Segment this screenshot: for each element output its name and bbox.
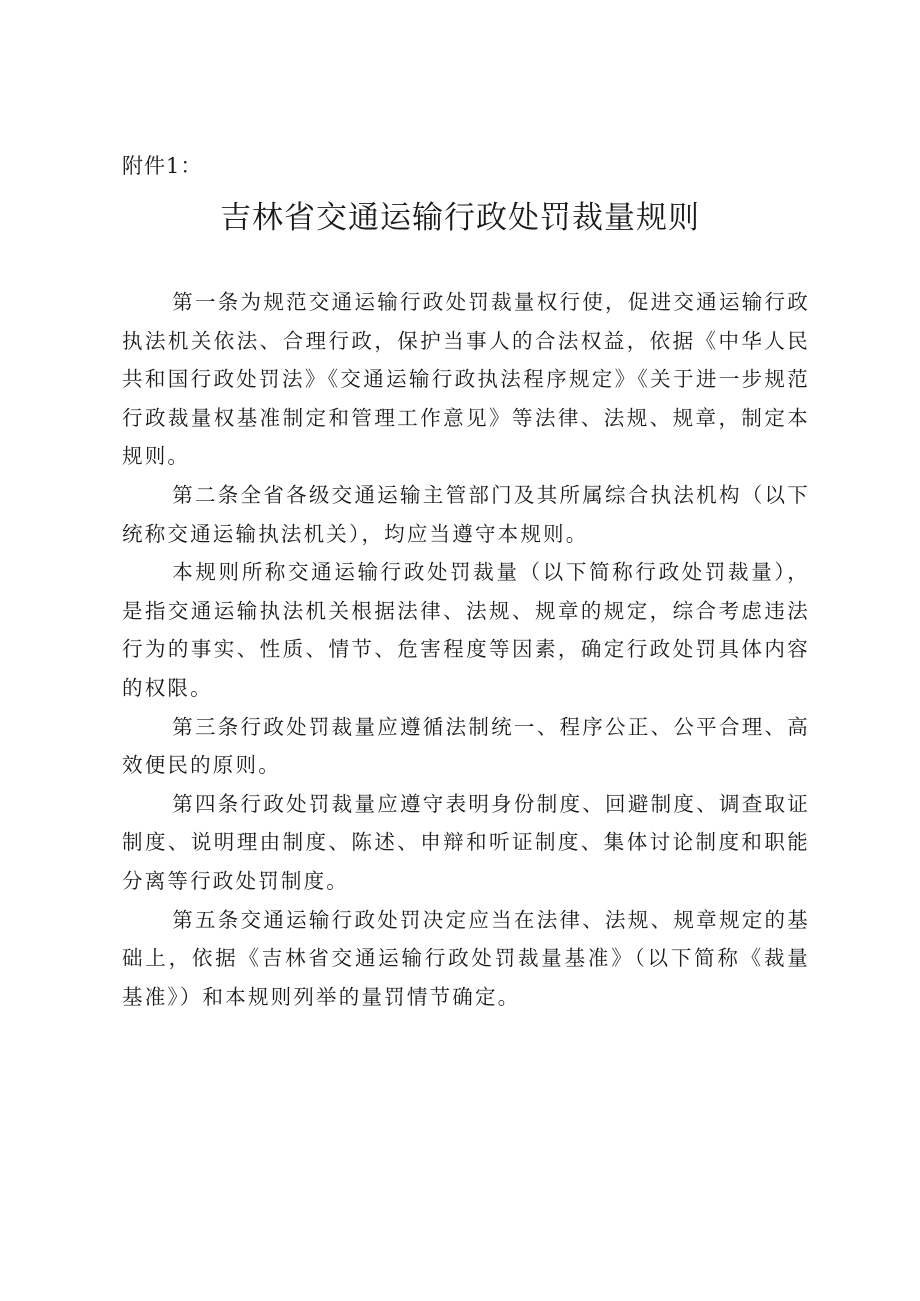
article-3-paragraph: 第三条行政处罚裁量应遵循法制统一、程序公正、公平合理、高效便民的原则。 bbox=[122, 714, 810, 778]
article-2-paragraph: 第二条全省各级交通运输主管部门及其所属综合执法机构（以下统称交通运输执法机关），均应当遵守本规则。 bbox=[122, 482, 810, 546]
document-body bbox=[122, 283, 810, 1016]
article-1-paragraph: 第一条为规范交通运输行政处罚裁量权行使，促进交通运输行政执法机关依法、合理行政，保护当事人的合法权益，依据《中华人民共和国行政处罚法》《交通运输行政执法程序规定》《关于进一步规范行政裁量权基准制定和管理工作意见》等法律、法规、规章，制定本规则。 bbox=[122, 290, 810, 469]
document-title: 吉林省交通运输行政处罚裁量规则 bbox=[220, 200, 700, 236]
attachment-label: 附件1： bbox=[122, 154, 203, 178]
article-4-paragraph: 第四条行政处罚裁量应遵守表明身份制度、回避制度、调查取证制度、说明理由制度、陈述、申辩和听证制度、集体讨论制度和职能分离等行政处罚制度。 bbox=[122, 791, 810, 893]
article-5-paragraph: 第五条交通运输行政处罚决定应当在法律、法规、规章规定的基础上，依据《吉林省交通运输行政处罚裁量基准》（以下简称《裁量基准》）和本规则列举的量罚情节确定。 bbox=[122, 907, 810, 1009]
definition-paragraph: 本规则所称交通运输行政处罚裁量（以下简称行政处罚裁量），是指交通运输执法机关根据法律、法规、规章的规定，综合考虑违法行为的事实、性质、情节、危害程度等因素，确定行政处罚具体内容的权限。 bbox=[122, 560, 810, 700]
